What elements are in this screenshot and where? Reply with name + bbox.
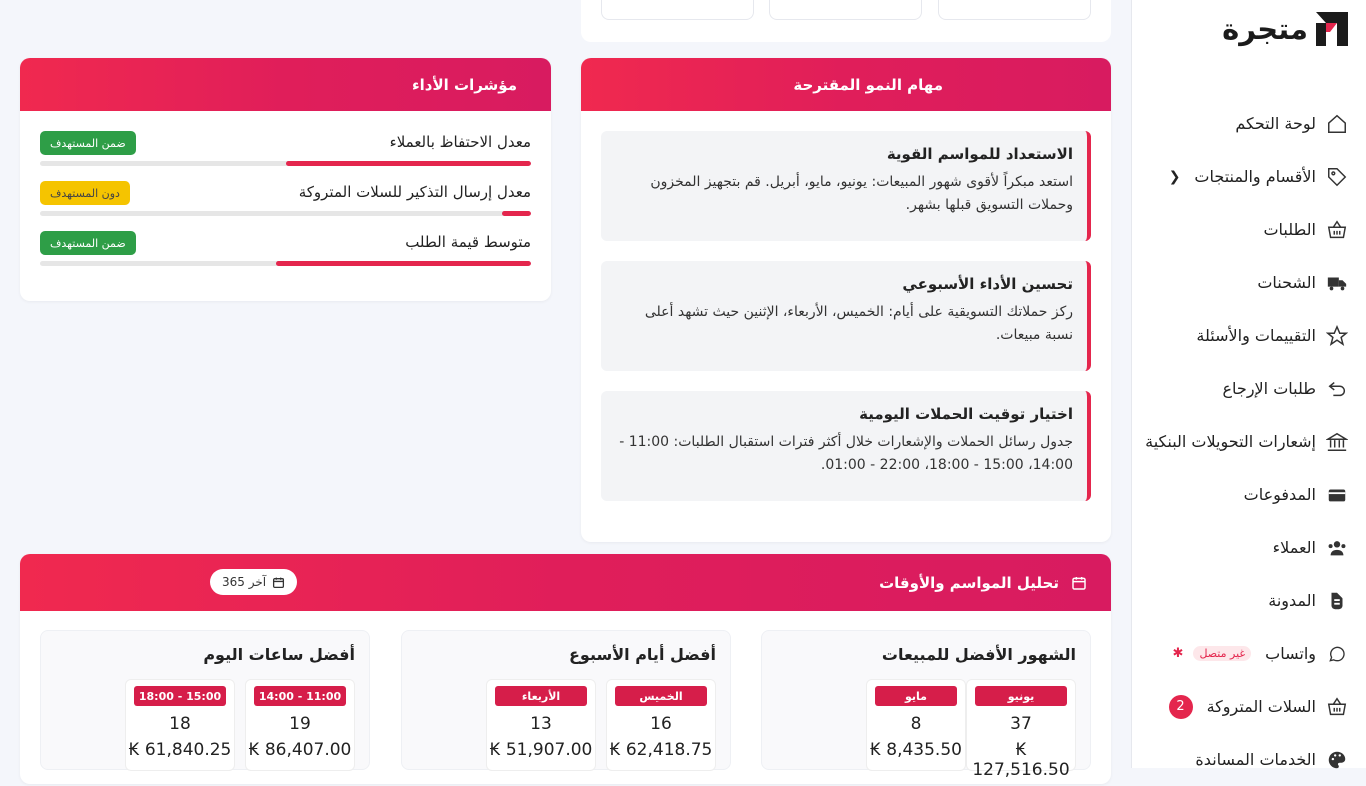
blog-icon [1326,590,1348,612]
nav-item-blog[interactable] [1132,574,1366,627]
nav-item-abandoned-carts[interactable] [1132,680,1366,733]
top-stats-strip [581,0,1111,42]
disconnected-icon: ✱ [1172,646,1184,661]
nav-label: الأقسام والمنتجات [1194,167,1316,186]
brand-name: متجرة [1222,12,1308,46]
tile-tag: يونيو [975,686,1067,706]
nav-label: إشعارات التحويلات البنكية [1145,432,1316,451]
seasons-card [20,554,1111,784]
calendar-icon [272,576,285,589]
whatsapp-icon [1326,643,1348,665]
orders-count: 16 [650,714,672,734]
sales-amount [607,740,715,760]
tag-icon [1326,166,1348,188]
nav-item-bank-transfers[interactable] [1132,415,1366,468]
kpi-status-badge: ضمن المستهدف [40,231,136,255]
hour-tile [125,679,235,771]
kpi-status-badge: ضمن المستهدف [40,131,136,155]
stat-box [938,0,1091,20]
nav-item-dashboard[interactable] [1132,97,1366,150]
kpi-progress-bar [40,261,531,266]
calendar-icon [1071,575,1087,591]
sidebar-nav [1132,97,1366,786]
date-range-button[interactable] [210,569,297,595]
card-header [20,554,1111,611]
kpi-label: معدل إرسال التذكير للسلات المتروكة [298,183,531,201]
sidebar [1131,0,1366,768]
card-header [581,58,1111,111]
orders-count: 13 [530,714,552,734]
nav-label: طلبات الإرجاع [1222,379,1316,398]
currency-icon: ₭ [870,740,887,760]
amount-value: 62,418.75 [625,740,713,760]
day-tile [486,679,596,771]
card-icon [1326,484,1348,506]
day-tile [606,679,716,771]
nav-label: لوحة التحكم [1235,114,1316,133]
nav-item-returns[interactable] [1132,362,1366,415]
kpi-label: متوسط قيمة الطلب [405,233,531,251]
sales-amount [867,740,965,760]
currency-icon: ₭ [248,740,265,760]
kpi-row [40,131,531,167]
basket-icon [1326,219,1348,241]
kpi-card [20,58,551,301]
palette-icon [1326,749,1348,771]
month-tile [866,679,966,771]
nav-item-reviews[interactable] [1132,309,1366,362]
currency-icon: ₭ [128,740,145,760]
tip-card [601,391,1091,501]
kpi-progress-bar [40,211,531,216]
orders-count: 19 [289,714,311,734]
status-badge: غير متصل [1193,646,1251,661]
best-days-panel [401,630,731,770]
date-range-label: آخر 365 [222,575,267,589]
kpi-row [40,181,531,217]
card-title: مؤشرات الأداء [411,75,517,94]
tile-tag: مايو [875,686,957,706]
tip-title: الاستعداد للمواسم القوية [886,145,1073,163]
brand-logo-icon [1316,12,1348,46]
amount-value: 86,407.00 [264,740,352,760]
tile-tag: الأربعاء [495,686,587,706]
nav-label: الشحنات [1257,273,1316,292]
currency-icon: ₭ [1015,740,1027,760]
nav-item-payments[interactable] [1132,468,1366,521]
bank-icon [1326,431,1348,453]
orders-count: 18 [169,714,191,734]
nav-label: الخدمات المساندة [1195,750,1316,769]
tip-title: تحسين الأداء الأسبوعي [902,275,1073,293]
sales-amount [967,740,1075,780]
currency-icon: ₭ [489,740,506,760]
chevron-left-icon[interactable]: ❮ [1168,168,1181,185]
best-months-panel [761,630,1091,780]
card-header [20,58,551,111]
tip-card [601,261,1091,371]
amount-value: 51,907.00 [505,740,593,760]
nav-item-whatsapp[interactable] [1132,627,1366,680]
nav-item-support-services[interactable] [1132,733,1366,786]
nav-item-shipments[interactable] [1132,256,1366,309]
tile-tag: الخميس [615,686,707,706]
kpi-progress-fill [502,211,531,216]
best-hours-panel [40,630,370,770]
amount-value: 127,516.50 [972,760,1070,780]
amount-value: 8,435.50 [886,740,962,760]
currency-icon: ₭ [609,740,626,760]
nav-item-orders[interactable] [1132,203,1366,256]
tip-text: استعد مبكراً لأقوى شهور المبيعات: يونيو، مايو، أبريل. قم بتجهيز المخزون وحملات التسويق قبلها بشهر. [650,174,1073,213]
panel-title: الشهور الأفضل للمبيعات [881,645,1076,664]
truck-icon [1326,272,1348,294]
amount-value: 61,840.25 [144,740,232,760]
tile-tag: 11:00 - 14:00 [254,686,346,706]
hour-tile [245,679,355,771]
nav-label: العملاء [1272,538,1316,557]
cart-icon [1326,696,1348,718]
count-badge: 2 [1169,695,1193,719]
nav-item-customers[interactable] [1132,521,1366,574]
nav-label: المدونة [1268,591,1316,610]
home-icon [1326,113,1348,135]
nav-label: الطلبات [1263,220,1316,239]
nav-item-categories[interactable] [1132,150,1366,203]
return-icon [1326,378,1348,400]
tip-text: ركز حملاتك التسويقية على أيام: الخميس، الأربعاء، الإثنين حيث تشهد أعلى نسبة مبيعات. [644,304,1073,343]
tip-title: اختيار توقيت الحملات اليومية [859,405,1073,423]
panel-title: أفضل ساعات اليوم [203,645,355,664]
nav-label: واتساب [1265,644,1316,663]
sales-amount [246,740,354,760]
orders-count: 8 [910,714,922,734]
orders-count: 37 [1010,714,1032,734]
tip-text: جدول رسائل الحملات والإشعارات خلال أكثر فترات استقبال الطلبات: 11:00 - 14:00، 15:00 - 18:00، 22:00 - 01:00. [619,434,1073,473]
nav-label: التقييمات والأسئلة [1196,326,1316,345]
sales-amount [487,740,595,760]
users-icon [1326,537,1348,559]
card-title: تحليل المواسم والأوقات [879,573,1059,592]
kpi-status-badge: دون المستهدف [40,181,130,205]
card-title: مهام النمو المقترحة [793,75,943,94]
stat-box [601,0,754,20]
tip-card [601,131,1091,241]
star-icon [1326,325,1348,347]
kpi-progress-fill [276,261,531,266]
brand-logo[interactable] [1222,12,1348,46]
nav-label: السلات المتروكة [1206,697,1316,716]
panel-title: أفضل أيام الأسبوع [569,645,716,664]
stat-box [769,0,922,20]
sales-amount [126,740,234,760]
kpi-progress-fill [286,161,532,166]
kpi-label: معدل الاحتفاظ بالعملاء [389,133,531,151]
growth-tasks-card [581,58,1111,542]
tile-tag: 15:00 - 18:00 [134,686,226,706]
month-tile [966,679,1076,780]
kpi-row [40,231,531,267]
kpi-progress-bar [40,161,531,166]
nav-label: المدفوعات [1243,485,1316,504]
